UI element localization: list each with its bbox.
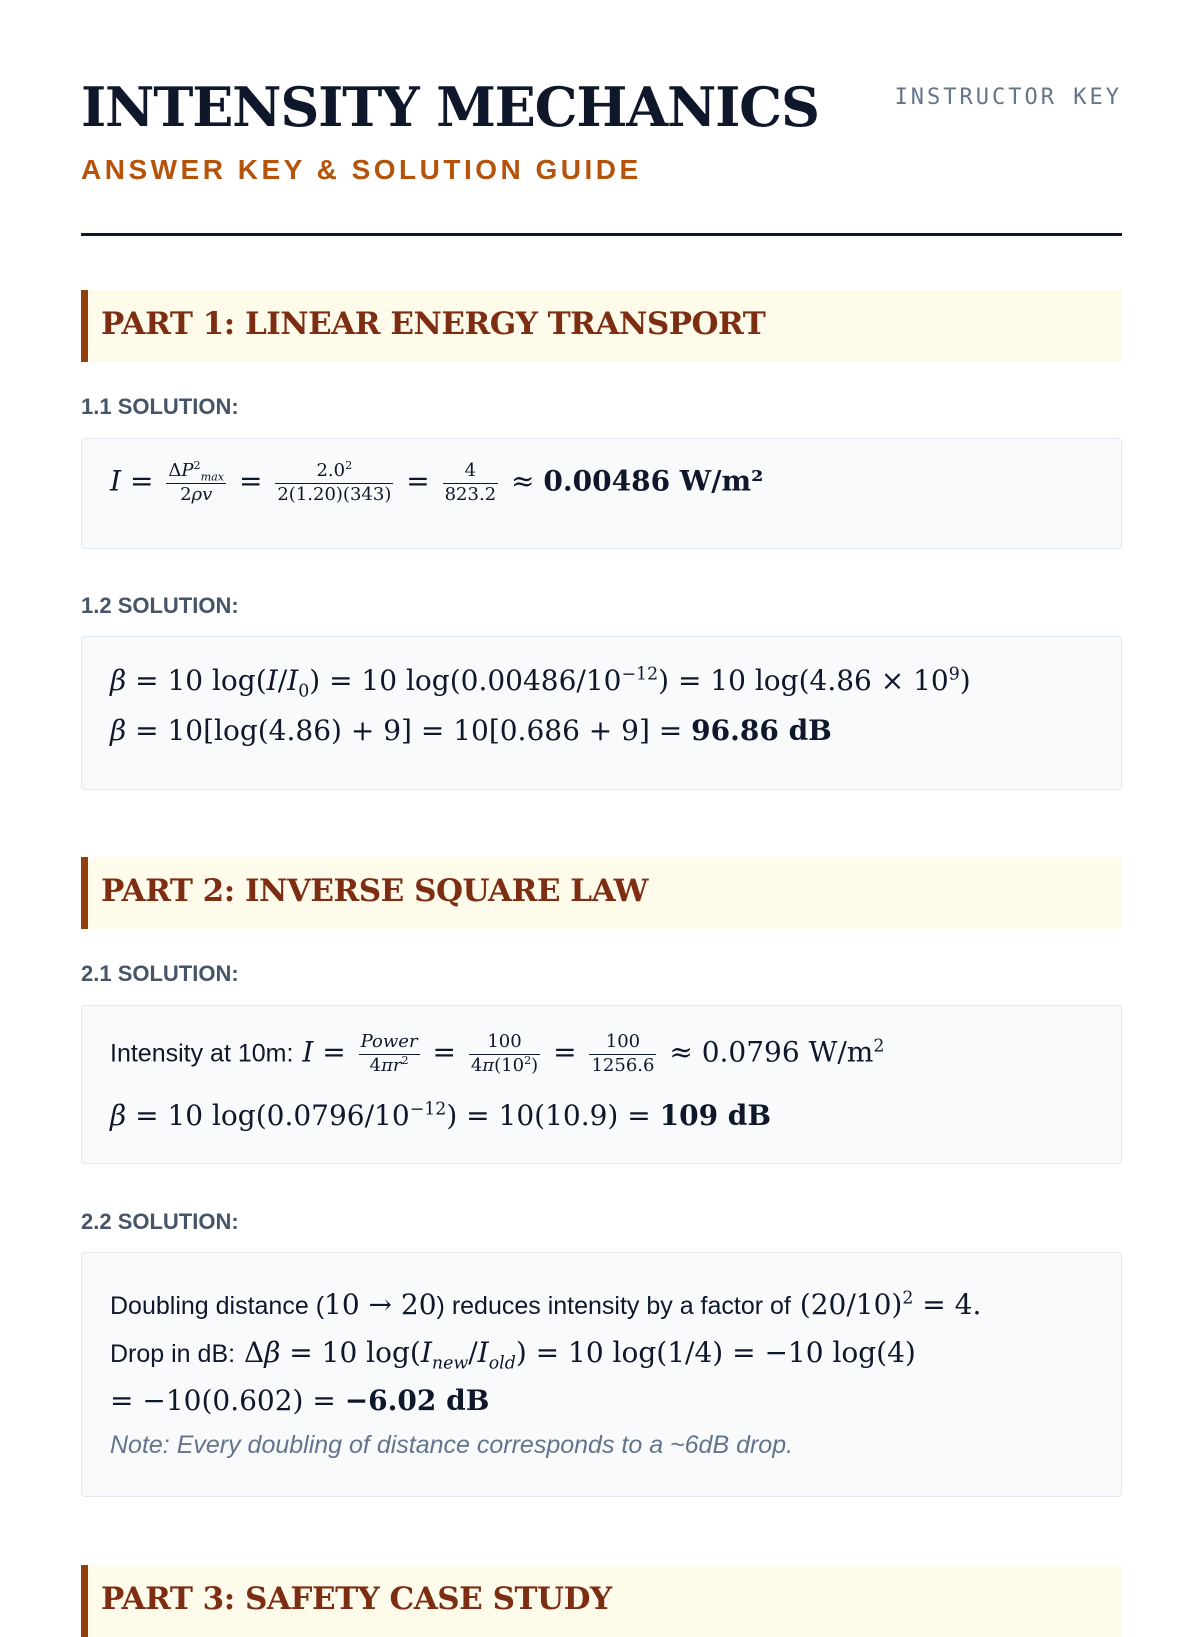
solution-2-2-line-1: Doubling distance (10 → 20) reduces intensity by a factor of $(20/10)^2 = 4$. [110,1288,982,1321]
document-subtitle: ANSWER KEY & SOLUTION GUIDE [81,154,642,185]
solution-2-2-drop-label: Drop in dB: [110,1340,236,1368]
solution-2-2-line-2: Drop in dB: Δβ = 10 $\log(I_{new}/I_{old}) = 10$ log(1/4) = −10 log(4) [110,1336,916,1374]
document-title: INTENSITY MECHANICS [81,75,819,139]
solution-1-1-label: 1.1 SOLUTION: [81,394,239,419]
solution-2-2-note: Note: Every doubling of distance corresponds to a ~6dB drop. [110,1431,794,1459]
solution-2-1-equation-line-1: Intensity at 10m: I = $\frac{\text{Power}}{4\pi r^2}$ = $\frac{100}{4\pi(10^2)}$ = $\frac{100}{1256.6}$ ≈ 0.0796 $W/m^2$ [110,1031,885,1076]
solution-1-2-equation-line-2: β = 10[log(4.86) + 9] = 10[0.686 + 9] = 96.86 dB [110,714,832,747]
solution-1-2-result: 96.86 dB [691,714,832,747]
instructor-key-label: INSTRUCTOR KEY [894,85,1122,110]
solution-1-2-label: 1.2 SOLUTION: [81,593,239,618]
part-1-heading-text: PART 1: LINEAR ENERGY TRANSPORT [101,306,766,342]
part-2-heading [81,857,1122,929]
solution-2-2-text-b: ) reduces intensity by a factor of [436,1292,791,1320]
solution-2-2-text-a: Doubling distance ( [110,1292,325,1320]
solution-2-2-result: −6.02 dB [344,1384,490,1417]
solution-2-1-label: 2.1 SOLUTION: [81,961,239,986]
solution-2-2-label: 2.2 SOLUTION: [81,1209,239,1234]
part-3-heading-text: PART 3: SAFETY CASE STUDY [101,1581,612,1617]
solution-2-1-result: 109 dB [659,1099,772,1132]
solution-2-2-line-3: = −10(0.602) = −6.02 dB [110,1384,490,1417]
document-header [81,0,1122,236]
solution-2-1-intro: Intensity at 10m: [110,1039,294,1068]
solution-1-1-result: 0.00486 W/m² [543,464,764,498]
solution-1-1-box [81,438,1122,549]
solution-2-1-box [81,1005,1122,1164]
solution-1-2-equation-line-1: β = 10 $\log(I/I_0) = 10$ $\log(0.00486/10^{-12}) = 10$ $\log(4.86 \times 10^9)$ [110,664,971,702]
part-2-heading-text: PART 2: INVERSE SQUARE LAW [101,873,648,909]
solution-1-1-equation: I = $\frac{\Delta P^2_{max}}{2\rho v}$ = $\frac{2.0^2}{2(1.20)(343)}$ = $\frac{4}{823.2}$ ≈ 0.00486 W/m² [110,459,764,505]
part-3-heading [81,1565,1122,1637]
solution-2-2-box [81,1252,1122,1497]
part-1-heading [81,290,1122,362]
solution-1-2-box [81,636,1122,790]
solution-2-1-equation-line-2: β = 10 $\log(0.0796/10^{-12}) = 10(10.9) = 109$ dB [110,1099,772,1132]
answer-key-page [81,0,1122,1617]
